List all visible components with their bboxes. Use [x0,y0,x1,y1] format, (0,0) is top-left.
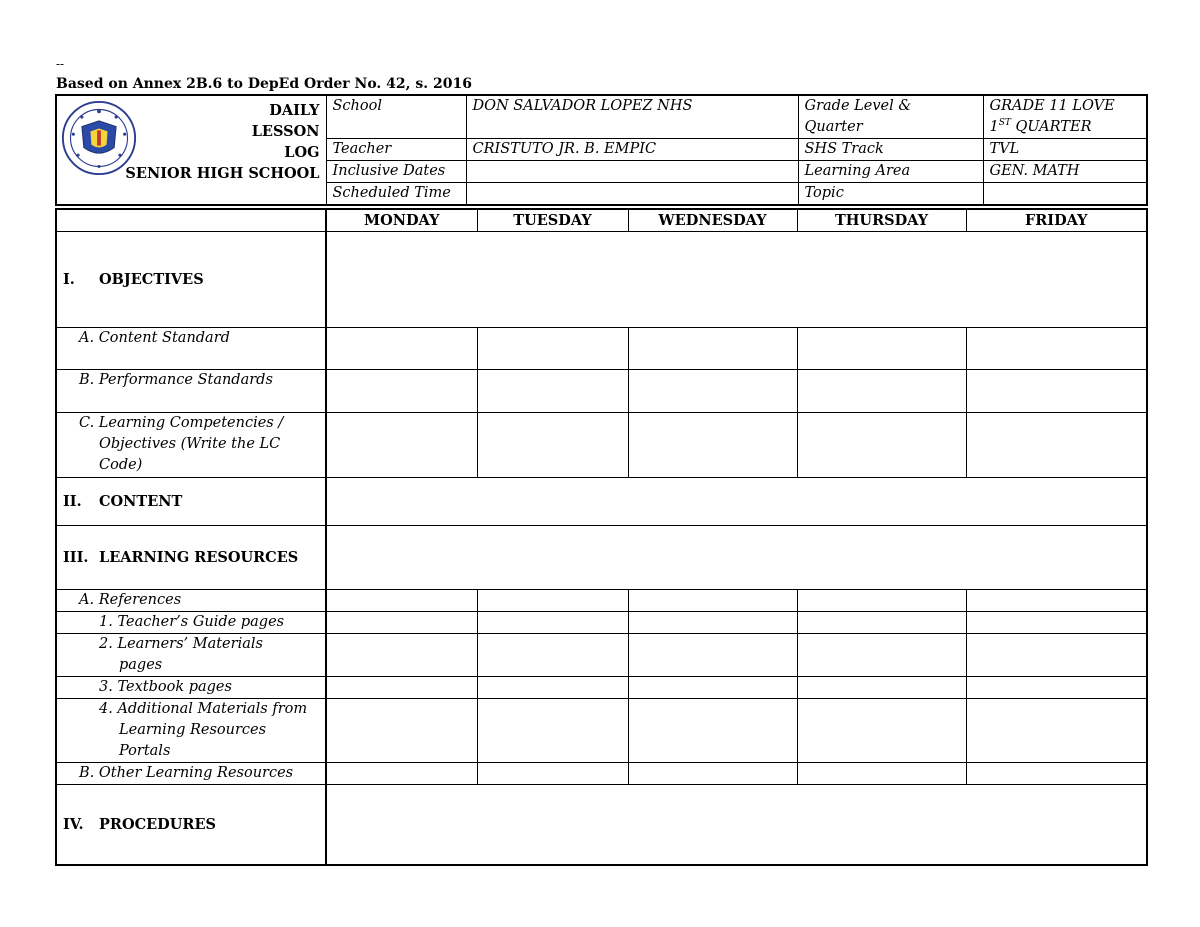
cell[interactable] [797,634,966,677]
annex-note: Based on Annex 2B.6 to DepEd Order No. 42, s. 2016 [56,76,472,92]
cell[interactable] [326,634,477,677]
cell[interactable] [628,612,797,634]
school-label: School [326,95,466,139]
dll-title-shs: SENIOR HIGH SCHOOL [125,165,320,182]
corner-cell [56,209,326,232]
row-references: A. References [56,590,326,612]
cell[interactable] [797,612,966,634]
time-label: Scheduled Time [326,183,466,206]
time-value [466,183,798,206]
school-value: DON SALVADOR LOPEZ NHS [466,95,798,139]
teacher-label: Teacher [326,139,466,161]
cell[interactable] [477,612,628,634]
cell[interactable] [966,590,1147,612]
cell[interactable] [628,763,797,785]
cell[interactable] [477,634,628,677]
day-wednesday: WEDNESDAY [628,209,797,232]
cell[interactable] [797,328,966,370]
cell[interactable] [797,590,966,612]
day-tuesday: TUESDAY [477,209,628,232]
cell[interactable] [326,612,477,634]
cell[interactable] [326,413,477,478]
cell[interactable] [966,763,1147,785]
cell[interactable] [966,328,1147,370]
cell[interactable] [477,413,628,478]
cell[interactable] [477,699,628,763]
section-learning-resources: III. LEARNING RESOURCES [56,526,326,590]
topic-value [983,183,1147,206]
cell[interactable] [477,370,628,413]
cell[interactable] [628,699,797,763]
cell[interactable] [326,328,477,370]
section-procedures: IV. PROCEDURES [56,785,326,865]
cell[interactable] [797,370,966,413]
dll-title-daily: DAILY [269,102,320,119]
cell[interactable] [628,370,797,413]
content-merged-cell[interactable] [326,478,1147,526]
cell[interactable] [628,677,797,699]
grade-label: Grade Level & Quarter [798,95,983,139]
dll-main-table [55,208,1148,866]
area-value: GEN. MATH [983,161,1147,183]
cell[interactable] [966,370,1147,413]
track-value: TVL [983,139,1147,161]
cell[interactable] [966,634,1147,677]
cell[interactable] [326,763,477,785]
day-friday: FRIDAY [966,209,1147,232]
cell[interactable] [477,677,628,699]
cell[interactable] [477,328,628,370]
cell[interactable] [477,763,628,785]
row-other-learning-resources: B. Other Learning Resources [56,763,326,785]
cell[interactable] [628,328,797,370]
cell[interactable] [966,612,1147,634]
dll-title-lesson: LESSON [251,123,320,140]
row-learners-materials: 2. Learners’ Materials pages [56,634,326,677]
cell[interactable] [797,413,966,478]
cell[interactable] [477,590,628,612]
dates-label: Inclusive Dates [326,161,466,183]
dates-value [466,161,798,183]
cell[interactable] [966,413,1147,478]
objectives-merged-cell[interactable] [326,232,1147,328]
day-monday: MONDAY [326,209,477,232]
cell[interactable] [966,677,1147,699]
cell[interactable] [797,699,966,763]
cell[interactable] [628,590,797,612]
section-objectives: I. OBJECTIVES [56,232,326,328]
row-learning-competencies: C. Learning Competencies / Objectives (Write the LC Code) [56,413,326,478]
cell[interactable] [326,699,477,763]
cell[interactable] [628,634,797,677]
section-content: II. CONTENT [56,478,326,526]
top-mark: -- [56,57,65,71]
teacher-value: CRISTUTO JR. B. EMPIC [466,139,798,161]
dll-title-cell [56,95,326,205]
dll-header-table [55,94,1148,206]
cell[interactable] [628,413,797,478]
dll-title-log: LOG [284,144,320,161]
row-teachers-guide: 1. Teacher’s Guide pages [56,612,326,634]
cell[interactable] [326,677,477,699]
cell[interactable] [797,763,966,785]
track-label: SHS Track [798,139,983,161]
day-thursday: THURSDAY [797,209,966,232]
grade-value: GRADE 11 LOVE 1ST QUARTER [983,95,1147,139]
cell[interactable] [326,590,477,612]
cell[interactable] [797,677,966,699]
cell[interactable] [966,699,1147,763]
row-content-standard: A. Content Standard [56,328,326,370]
row-additional-materials: 4. Additional Materials from Learning Resources Portals [56,699,326,763]
procedures-merged-cell[interactable] [326,785,1147,865]
cell[interactable] [326,370,477,413]
row-performance-standards: B. Performance Standards [56,370,326,413]
learning-resources-merged-cell[interactable] [326,526,1147,590]
row-textbook-pages: 3. Textbook pages [56,677,326,699]
topic-label: Topic [798,183,983,206]
area-label: Learning Area [798,161,983,183]
